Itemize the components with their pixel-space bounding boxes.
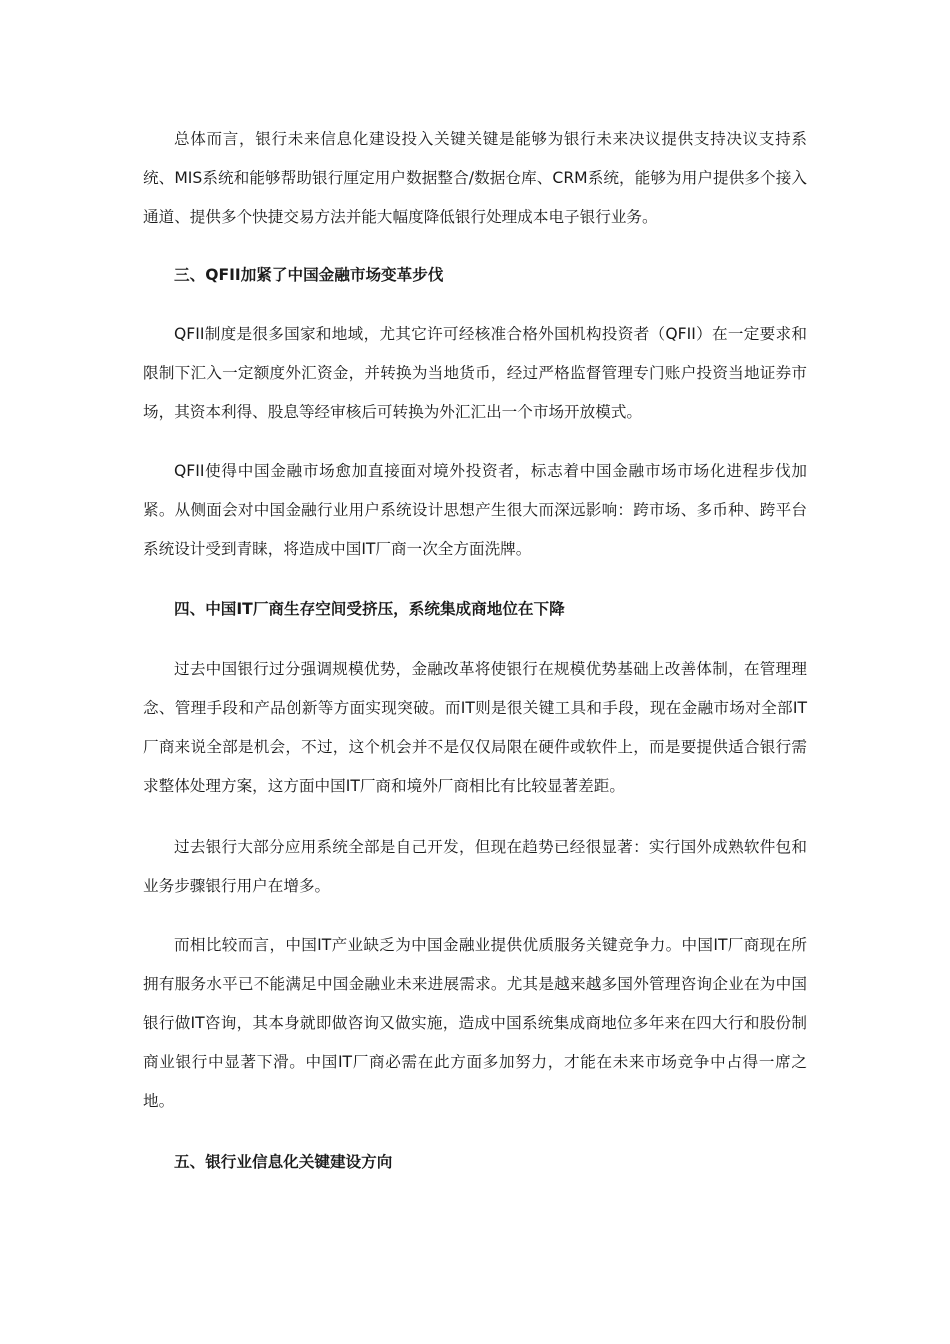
heading-section-5: 五、银行业信息化关键建设方向 [174, 1153, 393, 1171]
heading-section-3: 三、QFII加紧了中国金融市场变革步伐 [174, 266, 444, 284]
heading-section-4: 四、中国IT厂商生存空间受挤压，系统集成商地位在下降 [174, 600, 565, 618]
paragraph-summary: 总体而言，银行未来信息化建设投入关键关键是能够为银行未来决议提供支持决议支持系统、MIS系统和能够帮助银行厘定用户数据整合/数据仓库、CRM系统，能够为用户提供多个接入通道、提供多个快捷交易方法并能大幅度降低银行处理成本电子银行业务。 [143, 130, 807, 226]
paragraph-qfii-definition: QFII制度是很多国家和地域，尤其它许可经核准合格外国机构投资者（QFII）在一定要求和限制下汇入一定额度外汇资金，并转换为当地货币，经过严格监督管理专门账户投资当地证券市场，其资本利得、股息等经审核后可转换为外汇汇出一个市场开放模式。 [143, 325, 807, 421]
paragraph-software-trend: 过去银行大部分应用系统全部是自己开发，但现在趋势已经很显著：实行国外成熟软件包和业务步骤银行用户在增多。 [143, 838, 807, 895]
paragraph-it-competitiveness: 而相比较而言，中国IT产业缺乏为中国金融业提供优质服务关键竞争力。中国IT厂商现在所拥有服务水平已不能满足中国金融业未来进展需求。尤其是越来越多国外管理咨询企业在为中国银行做IT咨询，其本身就即做咨询又做实施，造成中国系统集成商地位多年来在四大行和股份制商业银行中显著下滑。中国IT厂商必需在此方面多加努力，才能在未来市场竞争中占得一席之地。 [143, 936, 807, 1110]
paragraph-bank-reform: 过去中国银行过分强调规模优势，金融改革将使银行在规模优势基础上改善体制，在管理理念、管理手段和产品创新等方面实现突破。而IT则是很关键工具和手段，现在金融市场对全部IT厂商来说全部是机会，不过，这个机会并不是仅仅局限在硬件或软件上，而是要提供适合银行需求整体处理方案，这方面中国IT厂商和境外厂商相比有比较显著差距。 [143, 660, 807, 795]
paragraph-qfii-impact: QFII使得中国金融市场愈加直接面对境外投资者，标志着中国金融市场市场化进程步伐加紧。从侧面会对中国金融行业用户系统设计思想产生很大而深远影响：跨市场、多币种、跨平台系统设计受到青睐，将造成中国IT厂商一次全方面洗牌。 [143, 462, 807, 558]
